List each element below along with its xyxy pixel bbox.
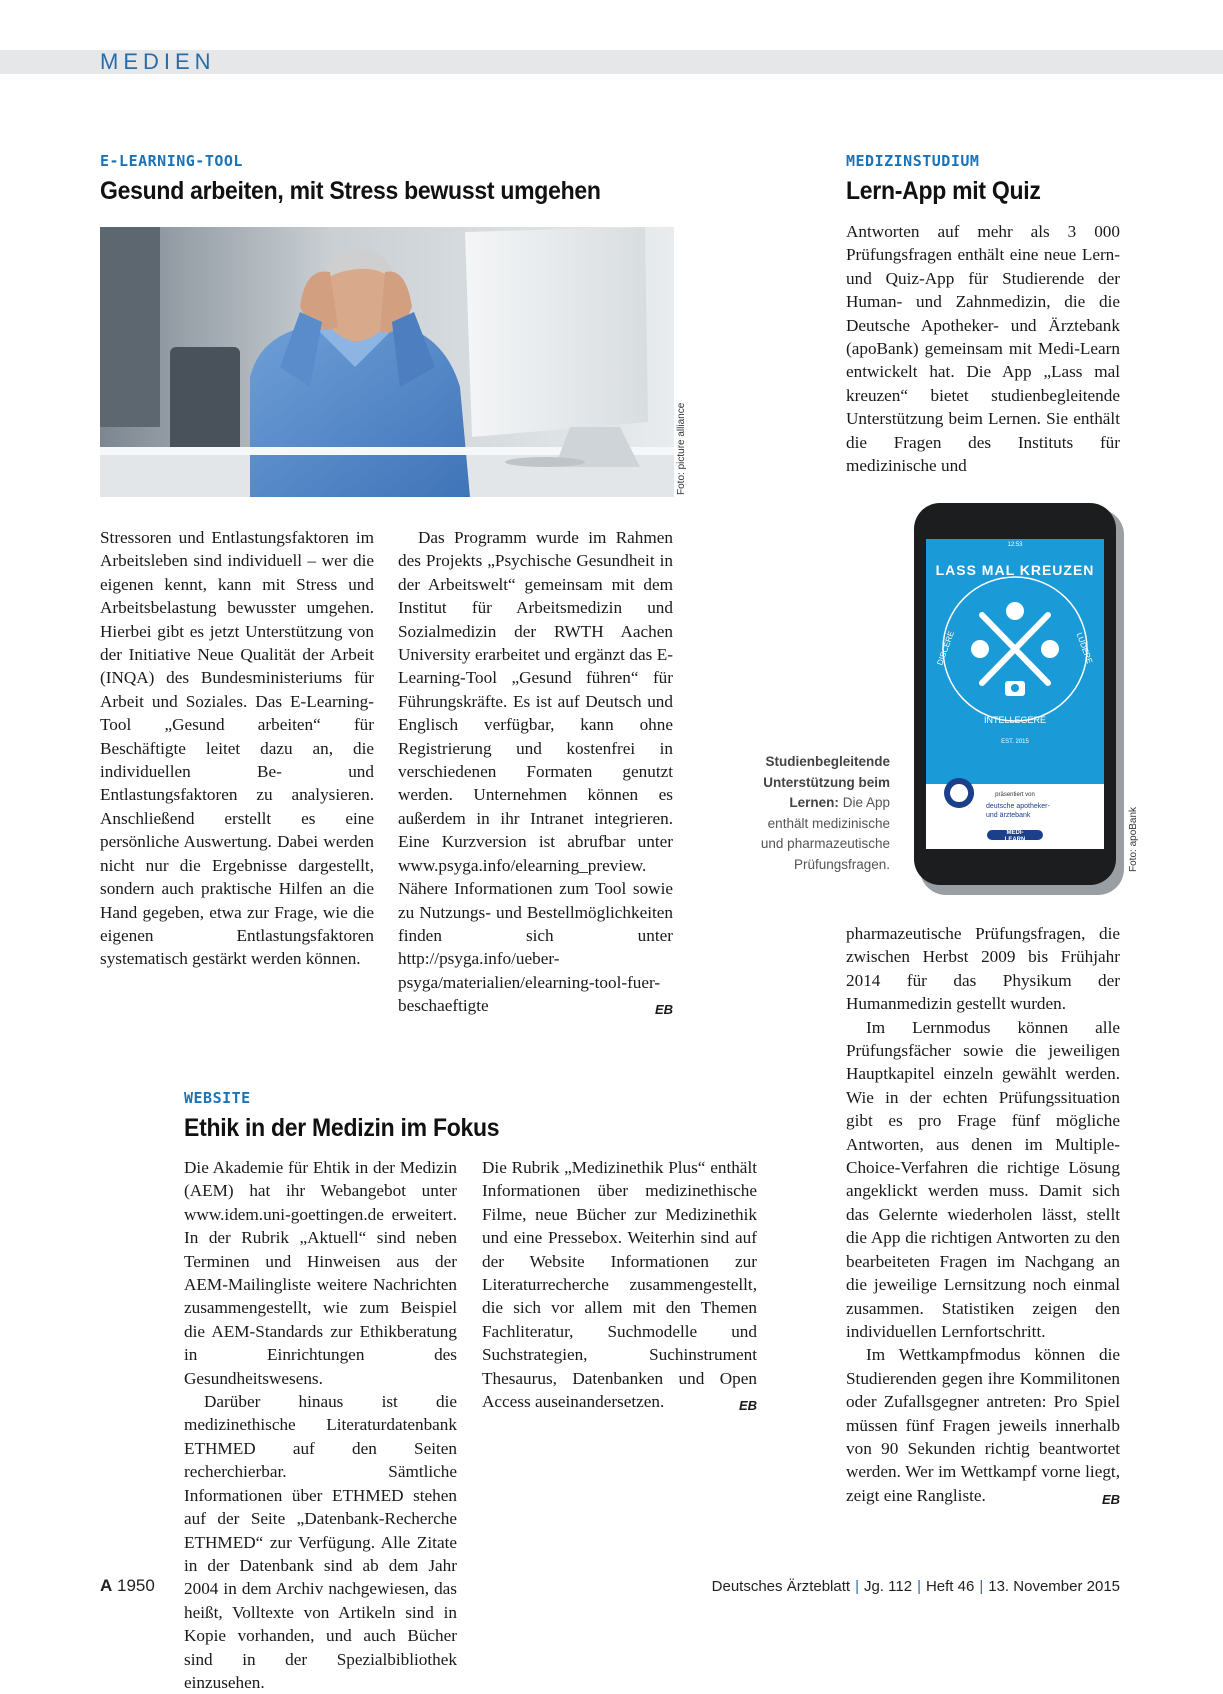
lernapp-phone-image xyxy=(914,503,1124,895)
article1-column-2 xyxy=(398,526,673,1022)
article3-cont-p3: Im Wettkampfmodus können die Studierenden gegen ihre Kommilitonen oder Zufallsgegner antreten: Pro Spiel müssen fünf Fragen jeweils innerhalb von 90 Sekunden richtig beantwortet werden. Wer im Wettkampf vorne liegt, zeigt eine Rangliste. xyxy=(846,1345,1120,1505)
article2-title: Ethik in der Medizin im Fokus xyxy=(184,1114,500,1142)
caption-text: Die App enthält medizinische und pharmazeutische Prüfungsfragen. xyxy=(760,795,890,872)
article1-kicker: E-LEARNING-TOOL xyxy=(100,152,243,170)
article2-signature: EB xyxy=(738,1398,757,1414)
article1-signature: EB xyxy=(654,1002,673,1018)
phone-arc-top: LASS MAL KREUZEN xyxy=(935,562,1095,578)
section-label: MEDIEN xyxy=(100,49,216,74)
phone-bank-line2: und ärztebank xyxy=(986,812,1031,819)
article2-column-1 xyxy=(184,1156,457,1694)
article1-title: Gesund arbeiten, mit Stress bewusst umgehen xyxy=(100,177,601,205)
footer-date: 13. November 2015 xyxy=(988,1578,1120,1595)
article3-kicker: MEDIZINSTUDIUM xyxy=(846,152,980,170)
phone-arc-left: DISCERE xyxy=(935,629,956,667)
phone-status-time: 12:53 xyxy=(1007,542,1023,548)
phone-est: EST. 2015 xyxy=(1001,739,1029,745)
article3-cont-p2: Im Lernmodus können alle Prüfungsfächer sowie die jeweiligen Hauptkapitel einzeln gewählt werden. Wie in der echten Prüfungssituation gibt es pro Frage fünf mögliche Antworten, aus denen im Multiple-Choice-Verfahren die richtige Lösung angeklickt werden muss. Damit sich das Gelernte wiederholen lässt, stellt die App die richtigen Antworten zu den bearbeiteten Fragen im Nachgang an die jeweilige Lernsitzung noch einmal zusammen. Statistiken zeigen den individuellen Lernfortschritt. xyxy=(846,1017,1120,1341)
article2-column-2 xyxy=(482,1156,757,1417)
article3-caption xyxy=(752,752,890,875)
phone-presented: präsentiert von xyxy=(995,792,1035,798)
footer-journal: Deutsches Ärzteblatt xyxy=(711,1578,851,1595)
office-stress-photo xyxy=(100,227,674,497)
article1-column-1 xyxy=(100,526,374,971)
article1-photo-credit: Foto: picture alliance xyxy=(676,402,687,495)
article3-intro xyxy=(846,220,1120,477)
phone-bank-line1: deutsche apotheker- xyxy=(986,803,1050,810)
footer-journal-info: Deutsches Ärzteblatt | Jg. 112 | Heft 46 | 13. November 2015 xyxy=(711,1578,1120,1595)
article3-continuation xyxy=(846,922,1120,1511)
article2-col1-p1: Die Akademie für Ehtik in der Medizin (AEM) hat ihr Webangebot unter www.idem.uni-goettingen.de erweitert. In der Rubrik „Aktuell“ sind neben Terminen und Hinweisen aus der AEM-Mailingliste weitere Nachrichten zusammengestellt, wie zum Beispiel die AEM-Standards zur Ethikberatung in Einrichtungen des Gesundheitswesens. xyxy=(184,1158,457,1388)
article1-col1-text: Stressoren und Entlastungsfaktoren im Arbeitsleben sind individuell – wer die eigenen kennt, kann mit Stress und Arbeitsbelastung bewusster umgehen. Hierbei gibt es jetzt Unterstützung von der Initiative Neue Qualität der Arbeit (INQA) des Bundesministeriums für Arbeit und Soziales. Das E-Learning-Tool „Gesund arbeiten“ für Beschäftigte leitet dazu an, die individuellen Be- und Entlastungsfaktoren zu analysieren. Anschließend erstellt es eine persönliche Auswertung. Dabei werden nicht nur die Ergebnisse dargestellt, sondern auch praktische Hilfen an die Hand gegeben, etwa zur Frage, wie die eigenen Entlastungsfaktoren systematisch gestärkt werden können. xyxy=(100,528,374,969)
page-prefix: A xyxy=(100,1576,113,1595)
article3-title: Lern-App mit Quiz xyxy=(846,177,1041,205)
smartphone-icon xyxy=(914,503,1124,895)
footer-volume: Jg. 112 xyxy=(863,1578,913,1595)
article1-photo xyxy=(100,227,674,497)
phone-medi1: MEDI- xyxy=(1006,830,1024,836)
article2-col2-p2: Die Rubrik „Medizinethik Plus“ enthält Informationen über medizinethische Filme, neue Bücher zur Medizinethik und eine Pressebox. Weiterhin sind auf der Website Informationen zur Literaturrecherche zusammengestellt, die sich vor allem mit den Themen Fachliteratur, Suchmodelle und Suchstrategien, Suchinstrument Thesaurus, Datenbanken und Open Access auseinandersetzen. xyxy=(482,1158,757,1412)
caption-bold: Studienbegleitende Unterstützung beim Lernen: xyxy=(763,754,890,810)
phone-arc-bottom: INTELLEGERE xyxy=(983,715,1047,725)
phone-arc-right: LUDERE xyxy=(1074,631,1095,665)
article3-cont-p1: pharmazeutische Prüfungsfragen, die zwischen Herbst 2009 bis Frühjahr 2014 für das Physikum der Humanmedizin gestellt wurden. xyxy=(846,924,1120,1014)
article1-col2-text: Das Programm wurde im Rahmen des Projekts „Psychische Gesundheit in der Arbeitswelt“ gemeinsam mit dem Institut für Arbeitsmedizin und Sozialmedizin der RWTH Aachen University erarbeitet und ergänzt das E-Learning-Tool „Gesund führen“ für Führungskräfte. Es ist auf Deutsch und Englisch verfügbar, kann ohne Registrierung und kostenfrei in verschiedenen Formaten genutzt werden. Unternehmen können es außerdem in ihr Intranet integrieren. Eine Kurzversion ist abrufbar unter www.psyga.info/elearning_preview. Nähere Informationen zum Tool sowie zu Nutzungs- und Bestellmöglichkeiten finden sich unter http://psyga.info/ueber-psyga/materialien/elearning-tool-fuer-beschaeftigte xyxy=(398,528,673,1016)
article3-intro-text: Antworten auf mehr als 3 000 Prüfungsfragen enthält eine neue Lern- und Quiz-App für Studierende der Human- und Zahnmedizin, die die Deutsche Apotheker- und Ärztebank (apoBank) gemeinsam mit Medi-Learn entwickelt hat. Die App „Lass mal kreuzen“ bietet studienbegleitende Unterstützung beim Lernen. Sie enthält die Fragen des Instituts für medizinische und xyxy=(846,222,1120,476)
article2-col1-p2: Darüber hinaus ist die medizinethische Literaturdatenbank ETHMED auf den Seiten recherchierbar. Sämtliche Informationen über ETHMED stehen auf der Seite „Datenbank-Recherche ETHMED“ zur Verfügung. Alle Zitate in der Datenbank sind ab dem Jahr 2004 in dem Archiv nachgewiesen, das heißt, Volltexte von Artikeln sind in Kopie vorhanden, und auch Bücher sind in der Spezialbibliothek einzusehen. xyxy=(184,1392,457,1692)
article3-photo-credit: Foto: apoBank xyxy=(1128,806,1139,872)
page-number-value: 1950 xyxy=(117,1576,155,1595)
article2-kicker: WEBSITE xyxy=(184,1089,251,1107)
footer-issue: Heft 46 xyxy=(925,1578,975,1595)
article3-signature: EB xyxy=(1101,1491,1120,1507)
page-number xyxy=(100,1576,155,1596)
phone-medi2: LEARN xyxy=(1004,837,1026,843)
